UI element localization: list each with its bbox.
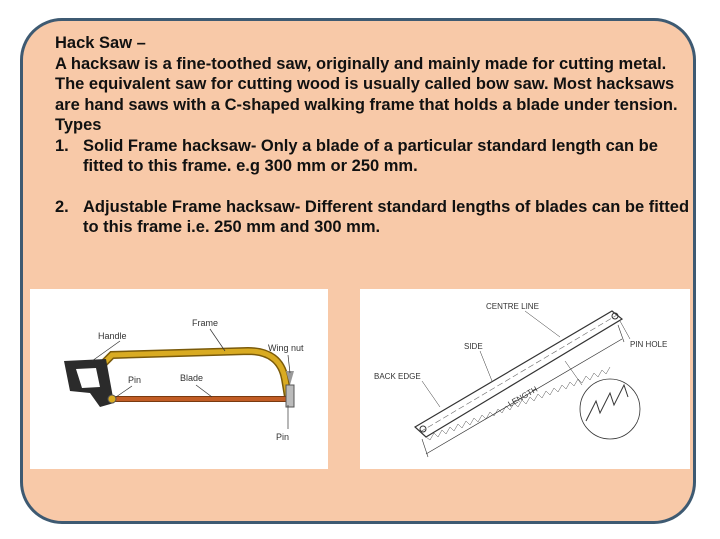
frame-leader [210, 329, 225, 351]
list-number: 1. [55, 136, 69, 155]
wing-nut [286, 385, 294, 407]
hacksaw-diagram [30, 289, 328, 469]
magnifier-leader [565, 361, 582, 385]
types-heading: Types [55, 116, 102, 134]
list-spacer [55, 177, 695, 197]
label-side: SIDE [464, 342, 483, 351]
label-handle: Handle [98, 331, 127, 341]
blade-leader [196, 385, 212, 397]
list-text: Solid Frame hacksaw- Only a blade of a particular standard length can be fitted to this frame. e.g 300 mm or 250 mm. [83, 136, 658, 175]
content-text [55, 33, 695, 238]
teeth-magnifier [580, 379, 640, 439]
label-pin-hole: PIN HOLE [630, 340, 668, 349]
label-length: LENGTH [506, 384, 540, 409]
hacksaw-illustration [30, 289, 328, 469]
types-list [55, 136, 695, 238]
label-back-edge: BACK EDGE [374, 372, 421, 381]
label-frame: Frame [192, 318, 219, 328]
list-item [55, 197, 695, 238]
centre-line-leader [525, 311, 560, 337]
pin-hole-leader [620, 321, 630, 339]
back-edge-leader [422, 381, 440, 407]
label-blade: Blade [180, 373, 204, 383]
side-leader [480, 351, 492, 381]
wingnut-leader [288, 355, 290, 373]
pin-left [108, 395, 116, 403]
label-centre-line: CENTRE LINE [486, 302, 539, 311]
list-text: Adjustable Frame hacksaw- Different standard lengths of blades can be fitted to this frame i.e. 250 mm and 300 mm. [83, 197, 690, 236]
label-pin-left: Pin [128, 375, 142, 385]
length-ext-left [422, 439, 428, 457]
blade-illustration [360, 289, 690, 469]
pin-left-leader [116, 386, 132, 397]
heading: Hack Saw – [55, 34, 146, 52]
intro-paragraph: A hacksaw is a fine-toothed saw, originally and mainly made for cutting metal. The equivalent saw for cutting wood is usually called bow saw. Most hacksaws are hand saws with a C-shaped walking frame that holds a blade under tension. [55, 54, 678, 114]
list-number: 2. [55, 197, 69, 216]
list-item [55, 136, 695, 177]
blade-diagram [360, 289, 690, 469]
label-pin-right: Pin [276, 432, 290, 442]
label-wing-nut: Wing nut [268, 343, 304, 353]
